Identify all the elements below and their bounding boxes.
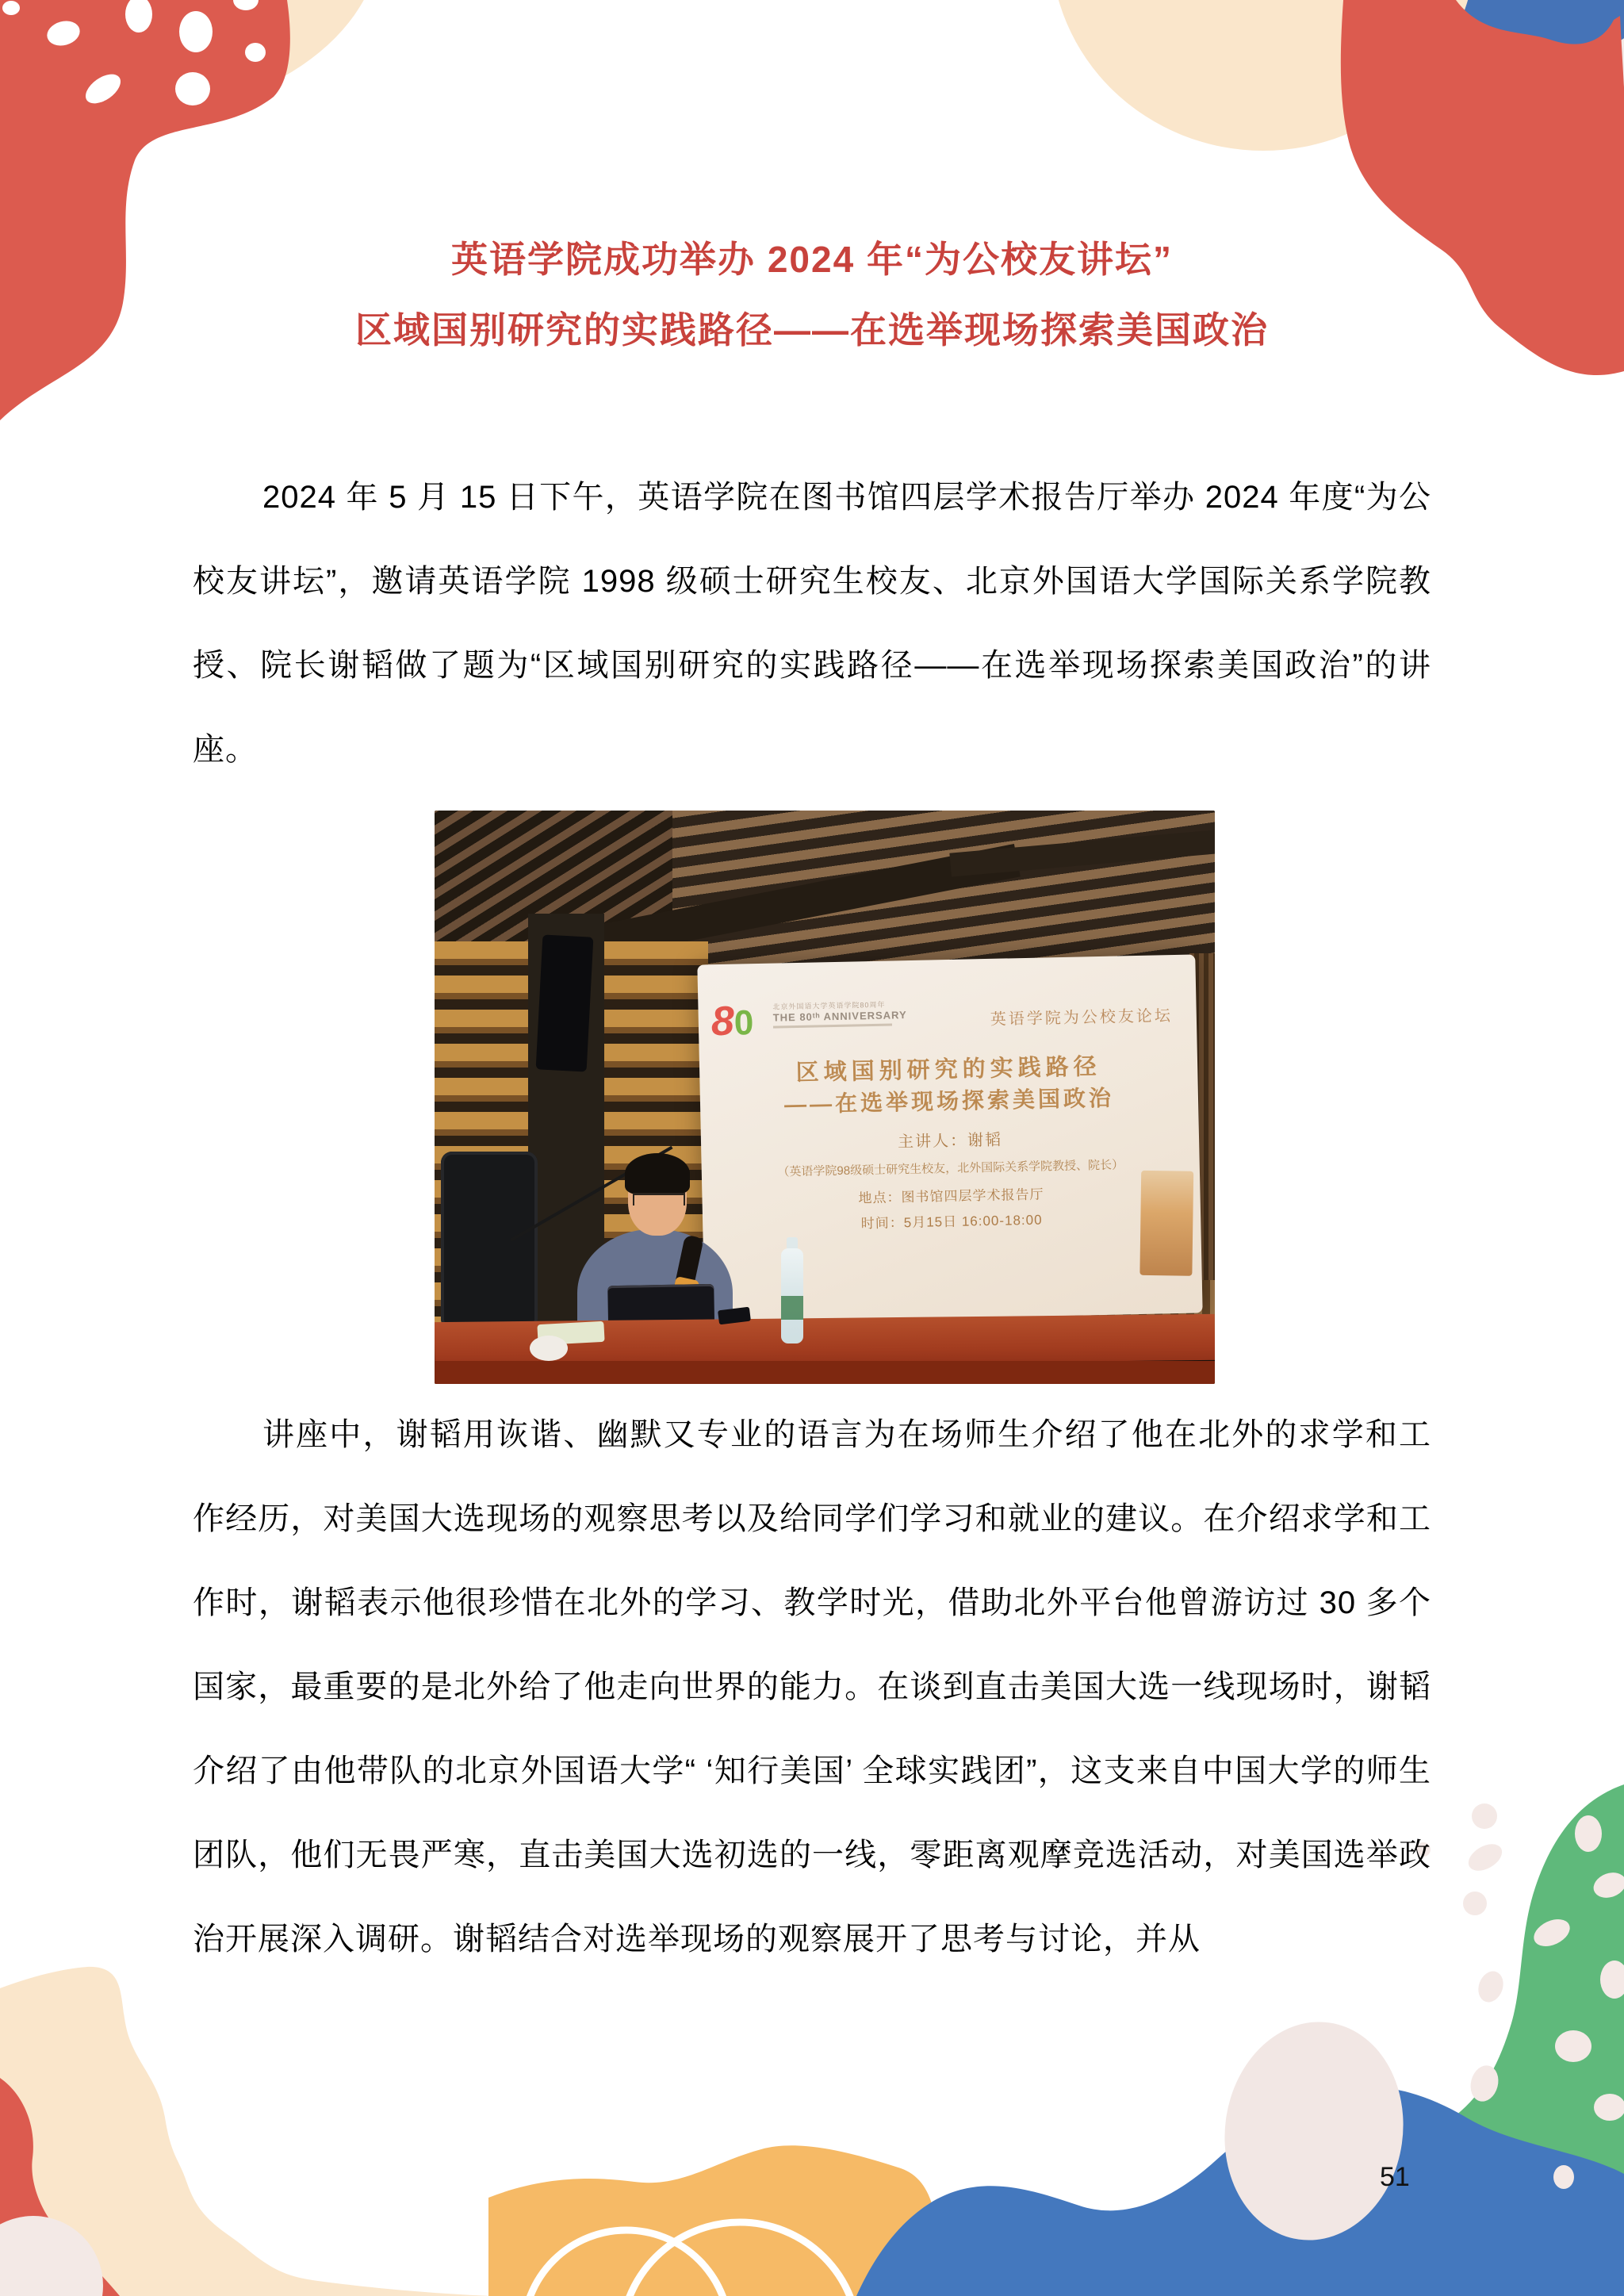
anniversary-logo xyxy=(710,994,910,1048)
paragraph-lecture-summary: 讲座中，谢韬用诙谐、幽默又专业的语言为在场师生介绍了他在北外的求学和工作经历，对美国大选现场的观察思考以及给同学们学习和就业的建议。在介绍求学和工作时，谢韬表示他很珍惜在北外的学习、教学时光，借助北外平台他曾游访过 30 多个国家，最重要的是北外给了他走向世界的能力。在谈到直击美国大选一线现场时，谢韬介绍了由他带队的北京外国语大学“ ‘知行美国’ 全球实践团”，这支来自中国大学的师生团队，他们无畏严寒，直击美国大选初选的一线，零距离观摩竞选活动，对美国选举政治开展深入调研。谢韬结合对选举现场的观察展开了思考与讨论，并从 xyxy=(193,1417,1431,1957)
logo-8-glyph: 8 xyxy=(710,998,735,1045)
lecture-photo xyxy=(435,811,1215,1384)
photo-chair xyxy=(441,1152,538,1330)
article-title xyxy=(0,224,1624,366)
slide-time: 时间：5月15日 16:00-18:00 xyxy=(860,1212,1043,1232)
logo-caption-cn: 北京外国语大学英语学院80周年 xyxy=(772,1000,886,1011)
logo-captions xyxy=(772,999,908,1029)
logo-0-glyph: 0 xyxy=(733,1003,754,1043)
slide-title-line2: ——在选举现场探索美国政治 xyxy=(783,1085,1115,1117)
paragraph-intro: 2024 年 5 月 15 日下午，英语学院在图书馆四层学术报告厅举办 2024 年度“为公校友讲坛”，邀请英语学院 1998 级硕士研究生校友、北京外国语大学国际关系学院教授、院长谢韬做了题为“区域国别研究的实践路径——在选举现场探索美国政治”的讲座。 xyxy=(193,480,1431,767)
slide-photo-thumbnail xyxy=(1139,1171,1193,1276)
slide-speaker-affiliation: （英语学院98级硕士研究生校友，北外国际关系学院教授、院长） xyxy=(777,1158,1124,1179)
speaker-glasses xyxy=(633,1193,685,1205)
photo-speaker-box xyxy=(536,934,594,1071)
photo-cup xyxy=(530,1336,568,1361)
logo-tagline-rule xyxy=(773,1023,892,1028)
logo-caption-en: THE 80ᵗʰ ANNIVERSARY xyxy=(772,1009,907,1024)
slide-venue: 地点：图书馆四层学术报告厅 xyxy=(858,1186,1044,1206)
slide-title-line1: 区域国别研究的实践路径 xyxy=(795,1053,1101,1087)
article-title-line2: 区域国别研究的实践路径——在选举现场探索美国政治 xyxy=(355,309,1269,351)
article-title-line1: 英语学院成功举办 2024 年“为公校友讲坛” xyxy=(451,239,1173,280)
photo-bottle-label xyxy=(781,1296,803,1320)
page-number: 51 xyxy=(1380,2162,1410,2192)
speaker-hair xyxy=(625,1153,690,1194)
slide-speaker: 主讲人：谢韬 xyxy=(897,1131,1003,1152)
projection-screen xyxy=(697,954,1202,1323)
photo-desk-front xyxy=(435,1361,1215,1384)
slide-forum-label: 英语学院为公校友论坛 xyxy=(990,1007,1174,1029)
